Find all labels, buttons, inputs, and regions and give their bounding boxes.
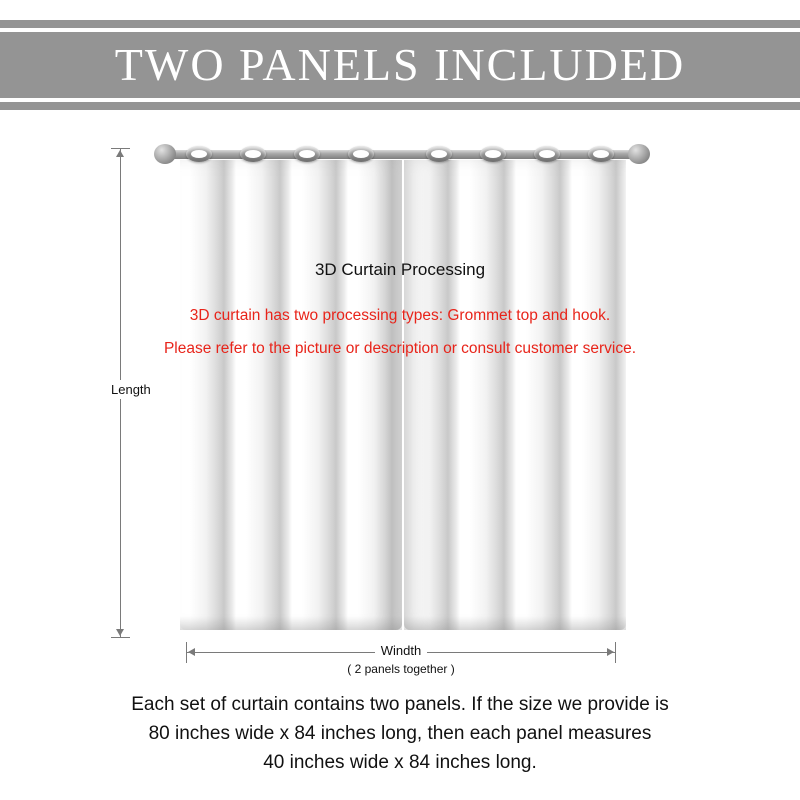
grommet-icon — [426, 146, 452, 162]
curtain-panel-right-fabric — [404, 160, 626, 630]
banner-title: TWO PANELS INCLUDED — [114, 39, 686, 90]
width-label: Windth — [375, 643, 427, 658]
width-label-wrap — [186, 643, 616, 658]
curtain-panel-right — [404, 160, 626, 630]
rod-finial-right-icon — [628, 144, 650, 164]
curtain-rod — [160, 150, 642, 159]
grommet-icon — [534, 146, 560, 162]
length-label: Length — [108, 380, 154, 399]
banner-stripe-top — [0, 20, 800, 28]
width-sublabel: ( 2 panels together ) — [347, 662, 455, 676]
curtain-panel-left — [180, 160, 402, 630]
grommet-icon — [186, 146, 212, 162]
length-arrow-up-icon — [116, 150, 124, 157]
banner-stripe-bottom — [0, 102, 800, 110]
grommet-icon — [588, 146, 614, 162]
curtain-panel-left-hem — [180, 616, 402, 630]
width-measure-line — [186, 643, 616, 658]
banner — [0, 20, 800, 112]
notes-line-2: Please refer to the picture or description or consult customer service. — [163, 340, 637, 357]
rod-finial-left-icon — [154, 144, 176, 164]
curtain-illustration — [150, 140, 650, 640]
grommet-icon — [294, 146, 320, 162]
footer-line-1: Each set of curtain contains two panels. If the size we provide is — [131, 694, 669, 715]
length-arrow-down-icon — [116, 629, 124, 636]
grommet-icon — [240, 146, 266, 162]
curtain-panel-right-hem — [404, 616, 626, 630]
curtain-panel-left-fabric — [180, 160, 402, 630]
grommet-icon — [480, 146, 506, 162]
notes-line-1: 3D curtain has two processing types: Grommet top and hook. — [189, 307, 611, 324]
footer-paragraph — [0, 690, 800, 777]
footer-line-2: 80 inches wide x 84 inches long, then each panel measures — [148, 723, 652, 744]
notes-heading: 3D Curtain Processing — [314, 260, 486, 279]
footer-line-3: 40 inches wide x 84 inches long. — [263, 752, 537, 773]
grommet-icon — [348, 146, 374, 162]
length-cap-bottom — [111, 637, 130, 638]
length-cap-top — [111, 148, 130, 149]
